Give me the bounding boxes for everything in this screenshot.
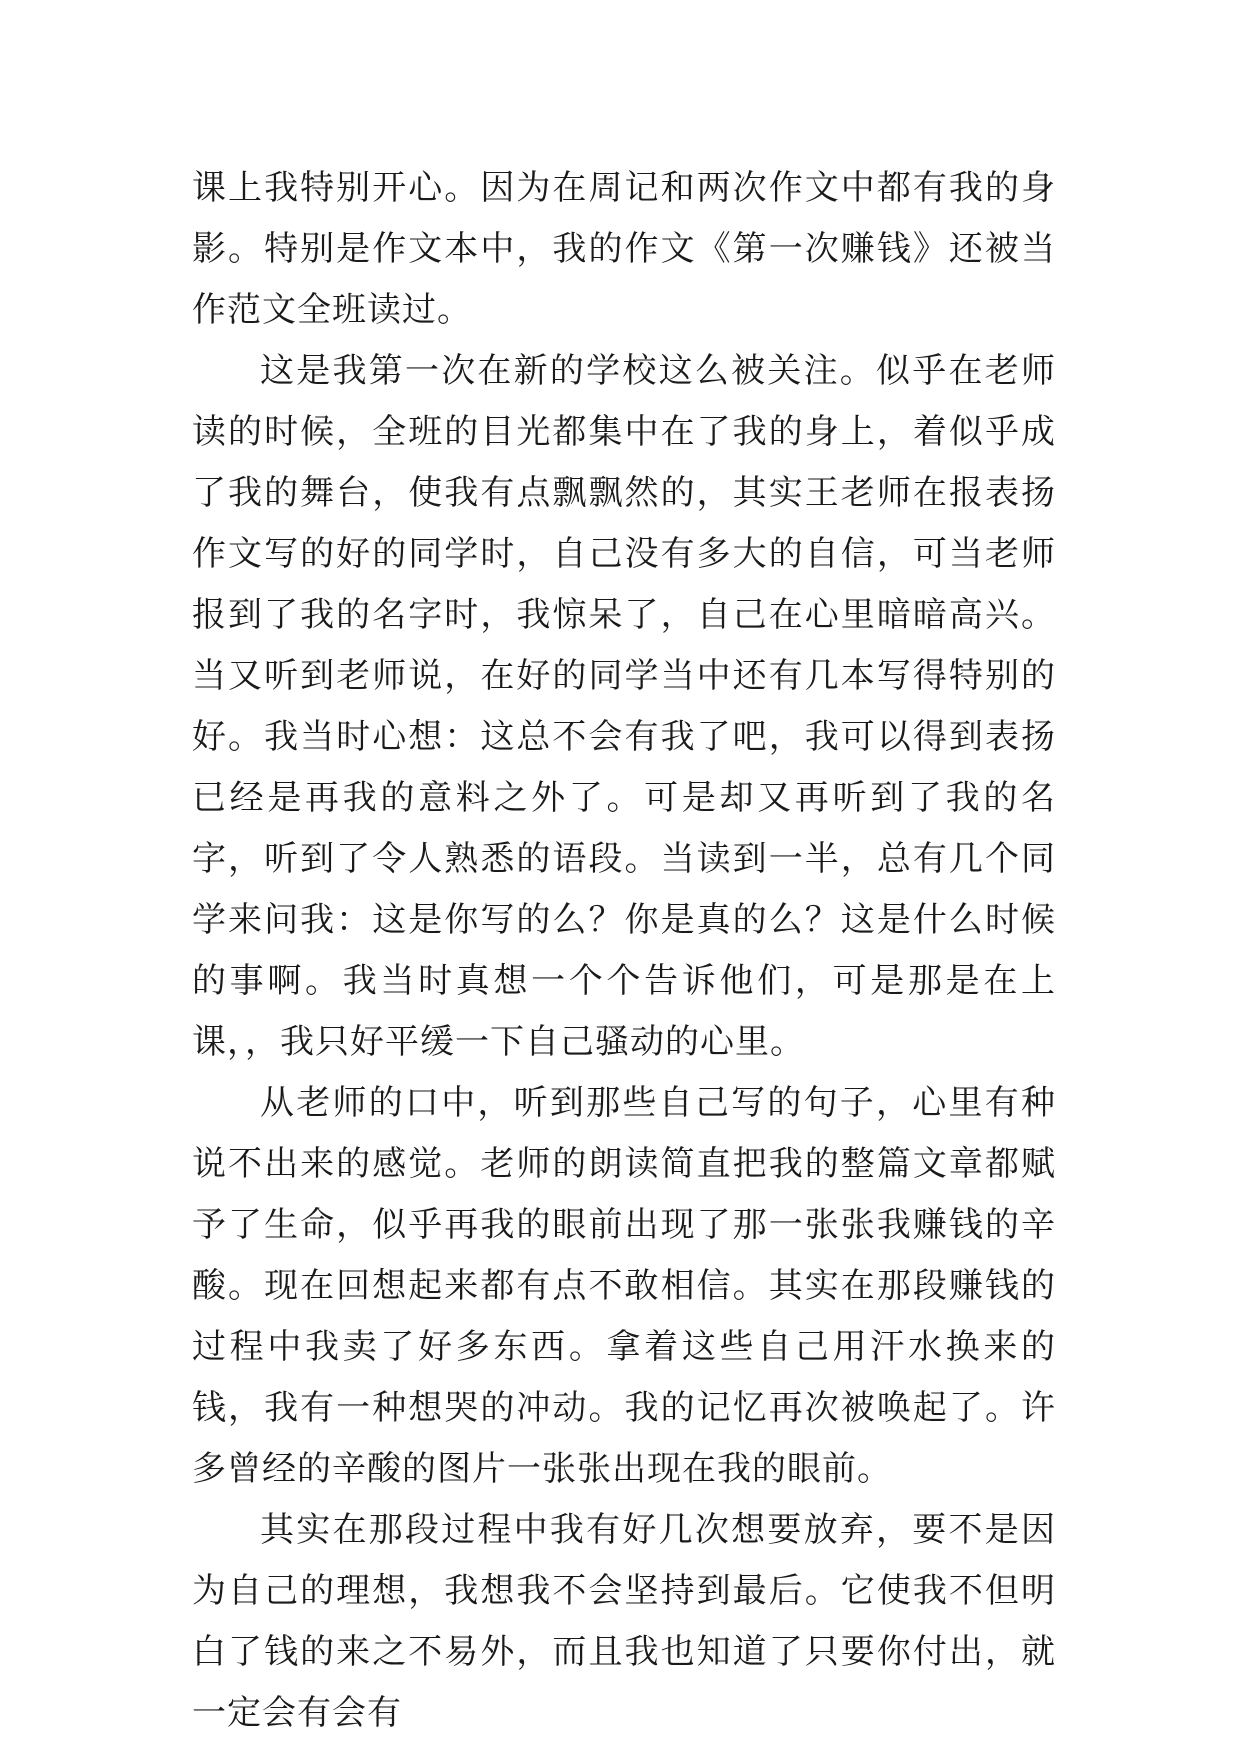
paragraph-3: 从老师的口中，听到那些自己写的句子，心里有种说不出来的感觉。老师的朗读简直把我的整篇文章都赋予了生命，似乎再我的眼前出现了那一张张我赚钱的辛酸。现在回想起来都有点不敢相信。其实在那段赚钱的过程中我卖了好多东西。拿着这些自己用汗水换来的钱，我有一种想哭的冲动。我的记忆再次被唤起了。许多曾经的辛酸的图片一张张出现在我的眼前。 [192, 1083, 1056, 1489]
document-body [192, 158, 1056, 1744]
paragraph-1: 课上我特别开心。因为在周记和两次作文中都有我的身影。特别是作文本中，我的作文《第一次赚钱》还被当作范文全班读过。 [192, 168, 1056, 330]
paragraph-4: 其实在那段过程中我有好几次想要放弃，要不是因为自己的理想，我想我不会坚持到最后。它使我不但明白了钱的来之不易外，而且我也知道了只要你付出，就一定会有会有 [192, 1510, 1056, 1733]
paragraph-2: 这是我第一次在新的学校这么被关注。似乎在老师读的时候，全班的目光都集中在了我的身上，着似乎成了我的舞台，使我有点飘飘然的，其实王老师在报表扬作文写的好的同学时，自己没有多大的自信，可当老师报到了我的名字时，我惊呆了，自己在心里暗暗高兴。当又听到老师说，在好的同学当中还有几本写得特别的好。我当时心想：这总不会有我了吧，我可以得到表扬已经是再我的意料之外了。可是却又再听到了我的名字，听到了令人熟悉的语段。当读到一半，总有几个同学来问我：这是你写的么？你是真的么？这是什么时候的事啊。我当时真想一个个告诉他们，可是那是在上课，，我只好平缓一下自己骚动的心里。 [192, 351, 1056, 1062]
